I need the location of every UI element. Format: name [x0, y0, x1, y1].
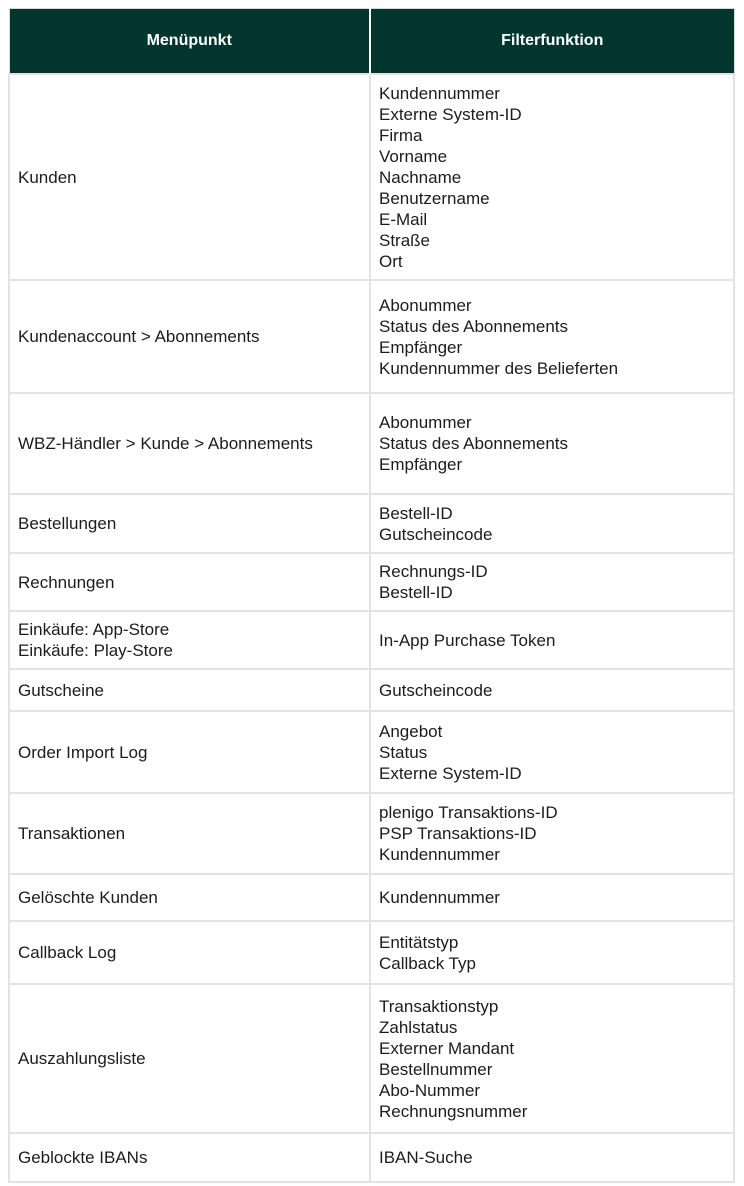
filter-item-label: plenigo Transaktions-ID	[379, 803, 558, 822]
menu-item-label: Einkäufe: App-Store	[18, 620, 170, 639]
filter-item-label: Nachname	[379, 167, 462, 187]
menu-cell	[9, 553, 370, 611]
filter-item-label: In-App Purchase Token	[379, 630, 556, 650]
filter-item-label: Empfänger	[379, 337, 463, 357]
filter-item-label: Bestell-ID	[379, 503, 453, 523]
filter-item-label: Firma	[379, 125, 423, 145]
table-row	[9, 611, 734, 669]
menu-item-label: Callback Log	[18, 943, 117, 962]
filter-cell	[370, 669, 734, 711]
menu-cell	[9, 74, 370, 280]
filter-item-label: Kundennummer des Belieferten	[379, 358, 619, 378]
filter-cell	[370, 611, 734, 669]
filter-item-label: Gutscheincode	[379, 680, 493, 700]
menu-cell	[9, 611, 370, 669]
filter-item-label: Entitätstyp	[379, 932, 459, 952]
filter-item-label: E-Mail	[379, 209, 428, 229]
menu-cell	[9, 921, 370, 984]
menu-cell	[9, 984, 370, 1133]
filter-cell	[370, 494, 734, 553]
column-header-filter: Filterfunktion	[370, 9, 734, 75]
filter-item-label: Callback Typ	[379, 953, 477, 973]
menu-cell	[9, 1133, 370, 1182]
filter-item-label: Angebot	[379, 721, 443, 741]
menu-cell	[9, 393, 370, 494]
table-row	[9, 669, 734, 711]
menu-item-label: Order Import Log	[18, 742, 148, 762]
menu-item-label: Kundenaccount > Abonnements	[18, 327, 260, 346]
filter-item-label: IBAN-Suche	[379, 1148, 473, 1167]
filter-item-label: Kundennummer	[379, 845, 500, 864]
filter-item-label: Abonummer	[379, 413, 472, 432]
filter-cell	[370, 921, 734, 984]
filter-item-label: Rechnungsnummer	[379, 1101, 528, 1121]
filter-item-label: Transaktionstyp	[379, 996, 499, 1016]
filter-item-label: PSP Transaktions-ID	[379, 824, 537, 843]
menu-item-label: Einkäufe: Play-Store	[18, 641, 173, 660]
table-row	[9, 874, 734, 921]
filter-item-label: Empfänger	[379, 455, 463, 474]
table-row	[9, 1133, 734, 1182]
menu-cell	[9, 874, 370, 921]
filter-item-label: Status des Abonnements	[379, 316, 569, 336]
menu-item-label: Rechnungen	[18, 572, 115, 592]
filter-item-label: Externe System-ID	[379, 104, 522, 124]
filter-item-label: Kundennummer	[379, 83, 500, 103]
menu-cell	[9, 711, 370, 793]
filter-item-label: Zahlstatus	[379, 1017, 458, 1037]
table-row	[9, 494, 734, 553]
table-row	[9, 921, 734, 984]
filter-cell	[370, 874, 734, 921]
menu-cell	[9, 280, 370, 393]
filter-item-label: Abo-Nummer	[379, 1080, 481, 1100]
filter-item-label: Status	[379, 742, 428, 762]
table-header-row	[9, 9, 734, 75]
table-row	[9, 393, 734, 494]
menu-item-label: Geblockte IBANs	[18, 1148, 148, 1167]
filter-item-label: Rechnungs-ID	[379, 562, 488, 581]
menu-item-label: Auszahlungsliste	[18, 1049, 146, 1068]
menu-cell	[9, 669, 370, 711]
filter-item-label: Bestell-ID	[379, 583, 453, 602]
filter-cell	[370, 793, 734, 874]
filter-cell	[370, 711, 734, 793]
filter-item-label: Bestellnummer	[379, 1059, 493, 1079]
filter-table-container	[8, 8, 733, 1183]
table-row	[9, 280, 734, 393]
filter-table	[8, 8, 735, 1183]
filter-cell	[370, 984, 734, 1133]
filter-cell	[370, 393, 734, 494]
filter-item-label: Ort	[379, 251, 403, 271]
filter-item-label: Kundennummer	[379, 888, 500, 907]
filter-item-label: Vorname	[379, 146, 448, 166]
filter-item-label: Straße	[379, 230, 431, 250]
menu-cell	[9, 793, 370, 874]
menu-item-label: Gelöschte Kunden	[18, 888, 158, 907]
menu-item-label: Kunden	[18, 167, 77, 187]
filter-cell	[370, 280, 734, 393]
table-row	[9, 984, 734, 1133]
table-row	[9, 711, 734, 793]
table-row	[9, 74, 734, 280]
menu-item-label: Transaktionen	[18, 824, 126, 843]
filter-item-label: Benutzername	[379, 188, 490, 208]
filter-cell	[370, 74, 734, 280]
filter-cell	[370, 553, 734, 611]
filter-cell	[370, 1133, 734, 1182]
filter-item-label: Status des Abonnements	[379, 434, 569, 453]
filter-item-label: Gutscheincode	[379, 524, 493, 544]
filter-item-label: Externer Mandant	[379, 1038, 515, 1058]
filter-item-label: Abonummer	[379, 295, 472, 315]
column-header-menu: Menüpunkt	[9, 9, 370, 75]
filter-item-label: Externe System-ID	[379, 763, 522, 783]
table-row	[9, 553, 734, 611]
menu-item-label: Gutscheine	[18, 680, 104, 700]
menu-item-label: WBZ-Händler > Kunde > Abonnements	[18, 434, 313, 453]
menu-cell	[9, 494, 370, 553]
table-row	[9, 793, 734, 874]
menu-item-label: Bestellungen	[18, 514, 117, 533]
